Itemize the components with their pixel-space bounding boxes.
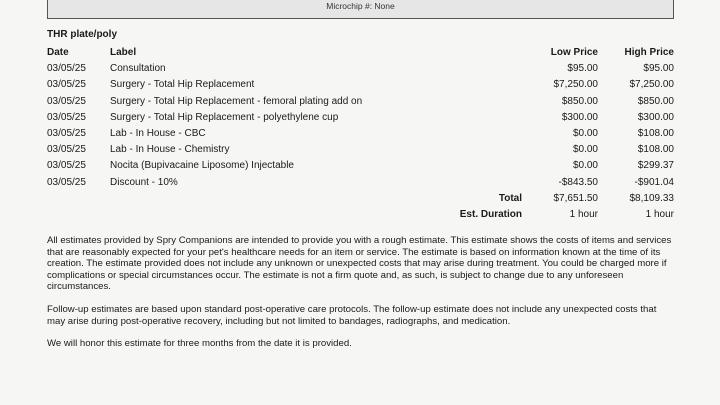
row-date: 03/05/25 <box>47 127 86 139</box>
row-low-price: $0.00 <box>572 127 598 139</box>
row-high-price: -$901.04 <box>634 176 674 188</box>
row-high-price: $95.00 <box>643 63 674 75</box>
row-label: Surgery - Total Hip Replacement - polyethylene cup <box>110 111 339 123</box>
row-label: Surgery - Total Hip Replacement <box>110 79 255 91</box>
table-row <box>47 61 674 77</box>
column-header-label: Label <box>110 47 137 58</box>
row-label: Surgery - Total Hip Replacement - femoral plating add on <box>110 95 363 107</box>
row-date: 03/05/25 <box>47 176 86 188</box>
table-row <box>47 94 674 110</box>
duration-row <box>47 207 674 223</box>
row-low-price: $0.00 <box>572 160 598 172</box>
honor-period-note: We will honor this estimate for three months from the date it is provided. <box>47 338 352 350</box>
estimate-disclaimer: All estimates provided by Spry Companions are intended to provide you with a rough estimate. This estimate shows the costs of items and services that are reasonably expected for your pet's healthcare needs for an item or service. The estimate is based on information known at the time of its creation. The estimate provided does not include any unknown or unexpected costs that may arise during treatment. You could be charged more if complications or special circumstances occur. The estimate is not a firm quote and, as such, is subject to change due to any unforeseen circumstances. <box>47 235 672 293</box>
row-high-price: $300.00 <box>637 111 674 123</box>
row-low-price: $850.00 <box>561 95 598 107</box>
row-label: Discount - 10% <box>110 176 178 188</box>
row-date: 03/05/25 <box>47 144 86 156</box>
follow-up-disclaimer: Follow-up estimates are based upon standard post-operative care protocols. The follow-up estimate does not include any unexpected costs that may arise during post-operative recovery, including but not limited to bandages, radiographs, and medication. <box>47 303 657 327</box>
row-high-price: $7,250.00 <box>629 79 674 91</box>
patient-info-box <box>47 0 674 19</box>
row-label: Lab - In House - CBC <box>110 127 206 139</box>
estimate-table <box>47 45 674 223</box>
row-low-price: $95.00 <box>567 63 598 75</box>
plan-title: THR plate/poly <box>47 29 118 40</box>
row-low-price: -$843.50 <box>558 176 598 188</box>
table-row <box>47 110 674 126</box>
row-high-price: $108.00 <box>637 144 674 156</box>
column-header-high-price: High Price <box>624 47 674 58</box>
row-date: 03/05/25 <box>47 79 86 91</box>
row-label: Consultation <box>110 63 166 75</box>
total-high-price: $8,109.33 <box>629 192 674 204</box>
total-label: Total <box>498 192 522 204</box>
row-label: Lab - In House - Chemistry <box>110 144 230 156</box>
disclaimer-section <box>47 235 677 361</box>
row-low-price: $7,250.00 <box>553 79 598 91</box>
row-date: 03/05/25 <box>47 160 86 172</box>
row-high-price: $850.00 <box>637 95 674 107</box>
table-row <box>47 126 674 142</box>
table-row <box>47 175 674 191</box>
row-date: 03/05/25 <box>47 111 86 123</box>
row-label: Nocita (Bupivacaine Liposome) Injectable <box>110 160 294 172</box>
row-date: 03/05/25 <box>47 95 86 107</box>
table-header-row <box>47 45 674 61</box>
total-row <box>47 191 674 207</box>
column-header-date: Date <box>47 47 69 58</box>
table-row <box>47 158 674 174</box>
row-high-price: $108.00 <box>637 127 674 139</box>
duration-high: 1 hour <box>645 208 674 220</box>
row-high-price: $299.37 <box>637 160 674 172</box>
table-row <box>47 142 674 158</box>
total-low-price: $7,651.50 <box>553 192 598 204</box>
row-date: 03/05/25 <box>47 63 86 75</box>
duration-low: 1 hour <box>569 208 598 220</box>
column-header-low-price: Low Price <box>550 47 598 58</box>
table-row <box>47 77 674 93</box>
microchip-text: Microchip #: None <box>326 1 395 11</box>
duration-label: Est. Duration <box>459 208 522 220</box>
row-low-price: $300.00 <box>561 111 598 123</box>
row-low-price: $0.00 <box>572 144 598 156</box>
